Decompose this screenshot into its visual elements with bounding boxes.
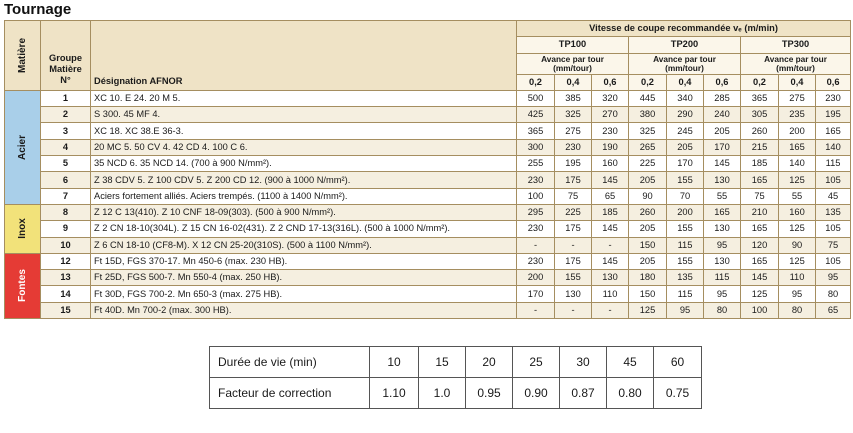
group-number: 1 xyxy=(41,90,91,106)
speed-cell: 365 xyxy=(741,90,779,106)
group-number: 15 xyxy=(41,302,91,318)
duree-value: 20 xyxy=(466,347,513,378)
table-row xyxy=(5,107,851,123)
group-number: 7 xyxy=(41,188,91,204)
speed-cell: 365 xyxy=(517,123,555,139)
designation-cell: S 300. 45 MF 4. xyxy=(91,107,517,123)
speed-cell: 230 xyxy=(517,253,555,269)
speed-cell: 260 xyxy=(741,123,779,139)
table-row xyxy=(5,302,851,318)
table-row xyxy=(5,204,851,220)
facteur-value: 1.0 xyxy=(419,378,466,409)
table-row xyxy=(5,237,851,253)
correction-table xyxy=(209,346,702,409)
speed-cell: 445 xyxy=(629,90,667,106)
speed-cell: 215 xyxy=(741,139,779,155)
speed-cell: 155 xyxy=(667,253,704,269)
matiere-header: Matière xyxy=(5,21,41,91)
speed-cell: 130 xyxy=(555,286,592,302)
speed-cell: 170 xyxy=(667,156,704,172)
facteur-value: 0.80 xyxy=(607,378,654,409)
speed-cell: 55 xyxy=(704,188,741,204)
speed-cell: 145 xyxy=(704,156,741,172)
speed-cell: 95 xyxy=(667,302,704,318)
speed-cell: 145 xyxy=(741,270,779,286)
designation-cell: Ft 30D, FGS 700-2. Mn 650-3 (max. 275 HB). xyxy=(91,286,517,302)
speed-cell: 500 xyxy=(517,90,555,106)
speed-cell: 200 xyxy=(779,123,816,139)
speed-cell: - xyxy=(592,302,629,318)
table-row xyxy=(5,221,851,237)
duree-value: 45 xyxy=(607,347,654,378)
designation-cell: Ft 25D, FGS 500-7. Mn 550-4 (max. 250 HB). xyxy=(91,270,517,286)
speed-cell: 255 xyxy=(517,156,555,172)
speed-cell: 165 xyxy=(704,204,741,220)
duree-label: Durée de vie (min) xyxy=(210,347,370,378)
speed-cell: 275 xyxy=(779,90,816,106)
speed-cell: 265 xyxy=(629,139,667,155)
speed-cell: 150 xyxy=(629,286,667,302)
speed-cell: 140 xyxy=(779,156,816,172)
speed-cell: 160 xyxy=(779,204,816,220)
speed-cell: 175 xyxy=(555,221,592,237)
tp100-header: TP100 xyxy=(517,37,629,53)
table-row xyxy=(5,286,851,302)
speed-cell: 195 xyxy=(816,107,851,123)
designation-cell: Z 6 CN 18-10 (CF8-M). X 12 CN 25-20(310S). (500 à 1100 N/mm²). xyxy=(91,237,517,253)
speed-cell: 185 xyxy=(592,204,629,220)
table-row xyxy=(5,253,851,269)
speed-cell: 75 xyxy=(741,188,779,204)
tp200-header: TP200 xyxy=(629,37,741,53)
designation-cell: XC 18. XC 38.E 36-3. xyxy=(91,123,517,139)
speed-cell: 230 xyxy=(517,172,555,188)
speed-cell: 80 xyxy=(779,302,816,318)
speed-cell: 205 xyxy=(667,139,704,155)
speed-cell: 95 xyxy=(816,270,851,286)
facteur-value: 0.75 xyxy=(654,378,702,409)
speed-cell: 110 xyxy=(592,286,629,302)
speed-cell: 155 xyxy=(555,270,592,286)
feed-header: 0,4 xyxy=(555,74,592,90)
speed-cell: 80 xyxy=(816,286,851,302)
feed-header: 0,2 xyxy=(629,74,667,90)
speed-cell: 185 xyxy=(741,156,779,172)
designation-header: Désignation AFNOR xyxy=(91,21,517,91)
speed-cell: 150 xyxy=(629,237,667,253)
feed-header: 0,2 xyxy=(741,74,779,90)
designation-cell: Z 2 CN 18-10(304L). Z 15 CN 16-02(431). Z 2 CND 17-13(316L). (500 à 1000 N/mm²). xyxy=(91,221,517,237)
speed-cell: 145 xyxy=(592,221,629,237)
feed-header: 0,6 xyxy=(816,74,851,90)
cutting-speed-table xyxy=(4,20,851,319)
facteur-value: 0.95 xyxy=(466,378,513,409)
designation-cell: Z 12 C 13(410). Z 10 CNF 18-09(303). (500 à 900 N/mm²). xyxy=(91,204,517,220)
designation-cell: Aciers fortement alliés. Aciers trempés. (1100 à 1400 N/mm²). xyxy=(91,188,517,204)
duree-value: 30 xyxy=(560,347,607,378)
table-row xyxy=(5,90,851,106)
speed-cell: 205 xyxy=(704,123,741,139)
speed-cell: 320 xyxy=(592,90,629,106)
speed-cell: 240 xyxy=(704,107,741,123)
duree-value: 10 xyxy=(370,347,419,378)
vitesse-header: Vitesse de coupe recommandée vₑ (m/min) xyxy=(517,21,851,37)
speed-cell: 165 xyxy=(741,221,779,237)
speed-cell: 55 xyxy=(779,188,816,204)
speed-cell: 160 xyxy=(592,156,629,172)
speed-cell: 165 xyxy=(779,139,816,155)
speed-cell: 230 xyxy=(592,123,629,139)
speed-cell: 170 xyxy=(517,286,555,302)
speed-cell: 105 xyxy=(816,253,851,269)
table-row xyxy=(5,172,851,188)
speed-cell: - xyxy=(517,237,555,253)
speed-cell: 70 xyxy=(667,188,704,204)
speed-cell: - xyxy=(555,302,592,318)
designation-cell: 20 MC 5. 50 CV 4. 42 CD 4. 100 C 6. xyxy=(91,139,517,155)
speed-cell: 145 xyxy=(592,172,629,188)
designation-cell: 35 NCD 6. 35 NCD 14. (700 à 900 N/mm²). xyxy=(91,156,517,172)
group-label-acier: Acier xyxy=(5,90,41,204)
speed-cell: 180 xyxy=(629,270,667,286)
group-number: 10 xyxy=(41,237,91,253)
speed-cell: 45 xyxy=(816,188,851,204)
speed-cell: 100 xyxy=(517,188,555,204)
speed-cell: 260 xyxy=(629,204,667,220)
speed-cell: 230 xyxy=(555,139,592,155)
speed-cell: 105 xyxy=(816,221,851,237)
speed-cell: 95 xyxy=(779,286,816,302)
speed-cell: 155 xyxy=(667,221,704,237)
table-row xyxy=(5,270,851,286)
designation-cell: Z 38 CDV 5. Z 100 CDV 5. Z 200 CD 12. (900 à 1000 N/mm²). xyxy=(91,172,517,188)
speed-cell: 210 xyxy=(741,204,779,220)
speed-cell: 205 xyxy=(629,221,667,237)
speed-cell: 325 xyxy=(555,107,592,123)
speed-cell: 270 xyxy=(592,107,629,123)
speed-cell: 130 xyxy=(704,172,741,188)
speed-cell: 75 xyxy=(816,237,851,253)
speed-cell: 380 xyxy=(629,107,667,123)
speed-cell: 80 xyxy=(704,302,741,318)
facteur-value: 0.90 xyxy=(513,378,560,409)
speed-cell: 285 xyxy=(704,90,741,106)
speed-cell: 115 xyxy=(667,237,704,253)
speed-cell: 205 xyxy=(629,172,667,188)
group-number: 2 xyxy=(41,107,91,123)
speed-cell: 245 xyxy=(667,123,704,139)
speed-cell: 120 xyxy=(741,237,779,253)
speed-cell: 95 xyxy=(704,286,741,302)
table-row xyxy=(5,139,851,155)
speed-cell: 325 xyxy=(629,123,667,139)
speed-cell: 165 xyxy=(741,253,779,269)
speed-cell: 290 xyxy=(667,107,704,123)
speed-cell: 90 xyxy=(629,188,667,204)
speed-cell: 295 xyxy=(517,204,555,220)
speed-cell: 230 xyxy=(517,221,555,237)
speed-cell: 125 xyxy=(629,302,667,318)
speed-cell: 95 xyxy=(704,237,741,253)
feed-header: 0,4 xyxy=(779,74,816,90)
speed-cell: 100 xyxy=(741,302,779,318)
duree-value: 60 xyxy=(654,347,702,378)
group-number: 9 xyxy=(41,221,91,237)
speed-cell: 175 xyxy=(555,172,592,188)
speed-cell: 225 xyxy=(555,204,592,220)
speed-cell: 130 xyxy=(704,253,741,269)
speed-cell: - xyxy=(592,237,629,253)
speed-cell: 425 xyxy=(517,107,555,123)
group-label-fontes: Fontes xyxy=(5,253,41,318)
feed-header: 0,2 xyxy=(517,74,555,90)
speed-cell: 155 xyxy=(667,172,704,188)
duree-value: 25 xyxy=(513,347,560,378)
speed-cell: 340 xyxy=(667,90,704,106)
speed-cell: 305 xyxy=(741,107,779,123)
speed-cell: 75 xyxy=(555,188,592,204)
speed-cell: 175 xyxy=(555,253,592,269)
speed-cell: 165 xyxy=(816,123,851,139)
table-row xyxy=(5,188,851,204)
group-number: 5 xyxy=(41,156,91,172)
speed-cell: 130 xyxy=(704,221,741,237)
speed-cell: 125 xyxy=(741,286,779,302)
group-label-inox: Inox xyxy=(5,204,41,253)
speed-cell: 125 xyxy=(779,172,816,188)
avance-header: Avance par tour (mm/tour) xyxy=(629,53,741,74)
group-number: 14 xyxy=(41,286,91,302)
speed-cell: 230 xyxy=(816,90,851,106)
feed-header: 0,4 xyxy=(667,74,704,90)
speed-cell: 205 xyxy=(629,253,667,269)
feed-header: 0,6 xyxy=(704,74,741,90)
speed-cell: 115 xyxy=(816,156,851,172)
feed-header: 0,6 xyxy=(592,74,629,90)
speed-cell: 105 xyxy=(816,172,851,188)
speed-cell: 235 xyxy=(779,107,816,123)
speed-cell: - xyxy=(517,302,555,318)
speed-cell: 135 xyxy=(816,204,851,220)
speed-cell: 195 xyxy=(555,156,592,172)
speed-cell: 135 xyxy=(667,270,704,286)
speed-cell: 200 xyxy=(667,204,704,220)
speed-cell: 130 xyxy=(592,270,629,286)
page-title: Tournage xyxy=(4,1,72,18)
speed-cell: 190 xyxy=(592,139,629,155)
group-number: 8 xyxy=(41,204,91,220)
group-number: 6 xyxy=(41,172,91,188)
avance-header: Avance par tour (mm/tour) xyxy=(741,53,851,74)
duree-value: 15 xyxy=(419,347,466,378)
group-number: 3 xyxy=(41,123,91,139)
speed-cell: 125 xyxy=(779,221,816,237)
speed-cell: 65 xyxy=(816,302,851,318)
speed-cell: 90 xyxy=(779,237,816,253)
speed-cell: 125 xyxy=(779,253,816,269)
speed-cell: 110 xyxy=(779,270,816,286)
speed-cell: 165 xyxy=(741,172,779,188)
designation-cell: Ft 15D, FGS 370-17. Mn 450-6 (max. 230 HB). xyxy=(91,253,517,269)
designation-cell: XC 10. E 24. 20 M 5. xyxy=(91,90,517,106)
speed-cell: - xyxy=(555,237,592,253)
speed-cell: 385 xyxy=(555,90,592,106)
speed-cell: 140 xyxy=(816,139,851,155)
group-number: 13 xyxy=(41,270,91,286)
speed-cell: 170 xyxy=(704,139,741,155)
designation-cell: Ft 40D. Mn 700-2 (max. 300 HB). xyxy=(91,302,517,318)
facteur-value: 0.87 xyxy=(560,378,607,409)
table-row xyxy=(5,156,851,172)
group-number: 4 xyxy=(41,139,91,155)
avance-header: Avance par tour (mm/tour) xyxy=(517,53,629,74)
speed-cell: 275 xyxy=(555,123,592,139)
tp300-header: TP300 xyxy=(741,37,851,53)
groupe-header: Groupe Matière N° xyxy=(41,21,91,91)
speed-cell: 300 xyxy=(517,139,555,155)
speed-cell: 115 xyxy=(667,286,704,302)
group-number: 12 xyxy=(41,253,91,269)
speed-cell: 145 xyxy=(592,253,629,269)
speed-cell: 225 xyxy=(629,156,667,172)
speed-cell: 65 xyxy=(592,188,629,204)
facteur-value: 1.10 xyxy=(370,378,419,409)
table-row xyxy=(5,123,851,139)
speed-cell: 115 xyxy=(704,270,741,286)
speed-cell: 200 xyxy=(517,270,555,286)
facteur-label: Facteur de correction xyxy=(210,378,370,409)
